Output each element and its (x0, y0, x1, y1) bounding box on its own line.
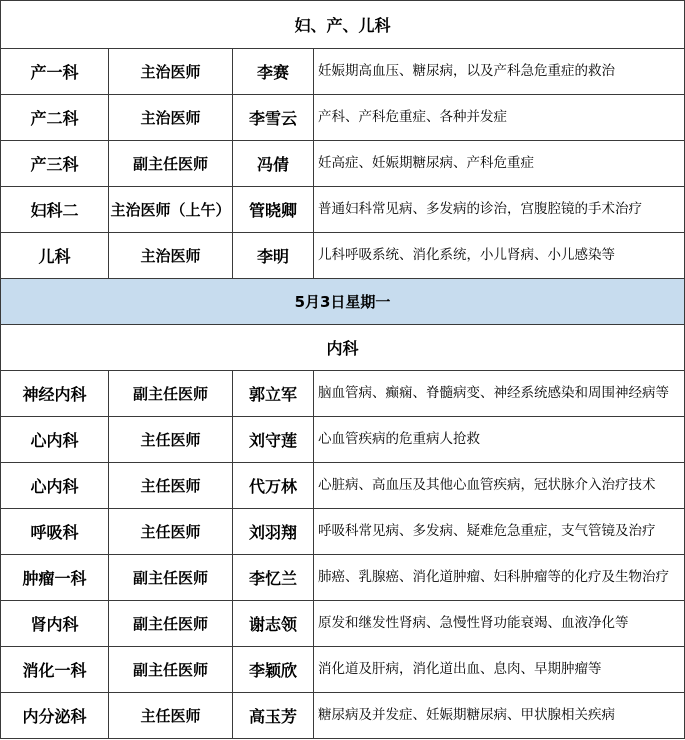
table-row (1, 371, 685, 417)
section-title-internal[interactable]: 内科 (1, 325, 685, 371)
title-cell[interactable]: 主任医师 (109, 693, 233, 739)
specialty-cell[interactable]: 产科、产科危重症、各种并发症 (314, 95, 685, 141)
doctor-cell[interactable]: 冯倩 (233, 141, 314, 187)
section-row-gyn (1, 1, 685, 49)
specialty-cell[interactable]: 肺癌、乳腺癌、消化道肿瘤、妇科肿瘤等的化疗及生物治疗 (314, 555, 685, 601)
specialty-cell[interactable]: 儿科呼吸系统、消化系统，小儿肾病、小儿感染等 (314, 233, 685, 279)
table-row (1, 555, 685, 601)
dept-cell[interactable]: 产三科 (1, 141, 109, 187)
dept-cell[interactable]: 产二科 (1, 95, 109, 141)
table-row (1, 417, 685, 463)
doctor-cell[interactable]: 谢志领 (233, 601, 314, 647)
section-title-gyn[interactable]: 妇、产、儿科 (1, 1, 685, 49)
title-cell[interactable]: 副主任医师 (109, 647, 233, 693)
dept-cell[interactable]: 神经内科 (1, 371, 109, 417)
table-row (1, 647, 685, 693)
table-row (1, 463, 685, 509)
title-cell[interactable]: 副主任医师 (109, 141, 233, 187)
dept-cell[interactable]: 肾内科 (1, 601, 109, 647)
title-cell[interactable]: 主治医师 (109, 233, 233, 279)
doctor-cell[interactable]: 李明 (233, 233, 314, 279)
specialty-cell[interactable]: 原发和继发性肾病、急慢性肾功能衰竭、血液净化等 (314, 601, 685, 647)
dept-cell[interactable]: 心内科 (1, 417, 109, 463)
specialty-cell[interactable]: 糖尿病及并发症、妊娠期糖尿病、甲状腺相关疾病 (314, 693, 685, 739)
dept-cell[interactable]: 儿科 (1, 233, 109, 279)
dept-cell[interactable]: 呼吸科 (1, 509, 109, 555)
doctor-cell[interactable]: 郭立军 (233, 371, 314, 417)
doctor-cell[interactable]: 李忆兰 (233, 555, 314, 601)
day-label[interactable]: 5月3日星期一 (1, 279, 685, 325)
specialty-cell[interactable]: 脑血管病、癫痫、脊髓病变、神经系统感染和周围神经病等 (314, 371, 685, 417)
dept-cell[interactable]: 心内科 (1, 463, 109, 509)
title-cell[interactable]: 副主任医师 (109, 601, 233, 647)
doctor-cell[interactable]: 刘守莲 (233, 417, 314, 463)
dept-cell[interactable]: 产一科 (1, 49, 109, 95)
title-cell[interactable]: 副主任医师 (109, 555, 233, 601)
table-row (1, 233, 685, 279)
table-row (1, 509, 685, 555)
specialty-cell[interactable]: 消化道及肝病，消化道出血、息肉、早期肿瘤等 (314, 647, 685, 693)
specialty-cell[interactable]: 普通妇科常见病、多发病的诊治，宫腹腔镜的手术治疗 (314, 187, 685, 233)
table-row (1, 693, 685, 739)
table-row (1, 141, 685, 187)
doctor-cell[interactable]: 李雪云 (233, 95, 314, 141)
dept-cell[interactable]: 内分泌科 (1, 693, 109, 739)
table-row (1, 601, 685, 647)
doctor-cell[interactable]: 李颖欣 (233, 647, 314, 693)
title-cell[interactable]: 副主任医师 (109, 371, 233, 417)
specialty-cell[interactable]: 妊娠期高血压、糖尿病，以及产科急危重症的救治 (314, 49, 685, 95)
doctor-cell[interactable]: 高玉芳 (233, 693, 314, 739)
table-row (1, 49, 685, 95)
day-row (1, 279, 685, 325)
table-row (1, 187, 685, 233)
dept-cell[interactable]: 肿瘤一科 (1, 555, 109, 601)
specialty-cell[interactable]: 呼吸科常见病、多发病、疑难危急重症，支气管镜及治疗 (314, 509, 685, 555)
table-row (1, 95, 685, 141)
dept-cell[interactable]: 消化一科 (1, 647, 109, 693)
title-cell[interactable]: 主治医师 (109, 49, 233, 95)
specialty-cell[interactable]: 妊高症、妊娠期糖尿病、产科危重症 (314, 141, 685, 187)
specialty-cell[interactable]: 心血管疾病的危重病人抢救 (314, 417, 685, 463)
dept-cell[interactable]: 妇科二 (1, 187, 109, 233)
title-cell[interactable]: 主任医师 (109, 463, 233, 509)
title-cell[interactable]: 主治医师 (109, 95, 233, 141)
specialty-cell[interactable]: 心脏病、高血压及其他心血管疾病，冠状脉介入治疗技术 (314, 463, 685, 509)
doctor-cell[interactable]: 代万林 (233, 463, 314, 509)
title-cell[interactable]: 主治医师（上午） (109, 187, 233, 233)
doctor-cell[interactable]: 李赛 (233, 49, 314, 95)
section-row-internal (1, 325, 685, 371)
title-cell[interactable]: 主任医师 (109, 509, 233, 555)
doctor-cell[interactable]: 刘羽翔 (233, 509, 314, 555)
doctor-cell[interactable]: 管晓卿 (233, 187, 314, 233)
title-cell[interactable]: 主任医师 (109, 417, 233, 463)
